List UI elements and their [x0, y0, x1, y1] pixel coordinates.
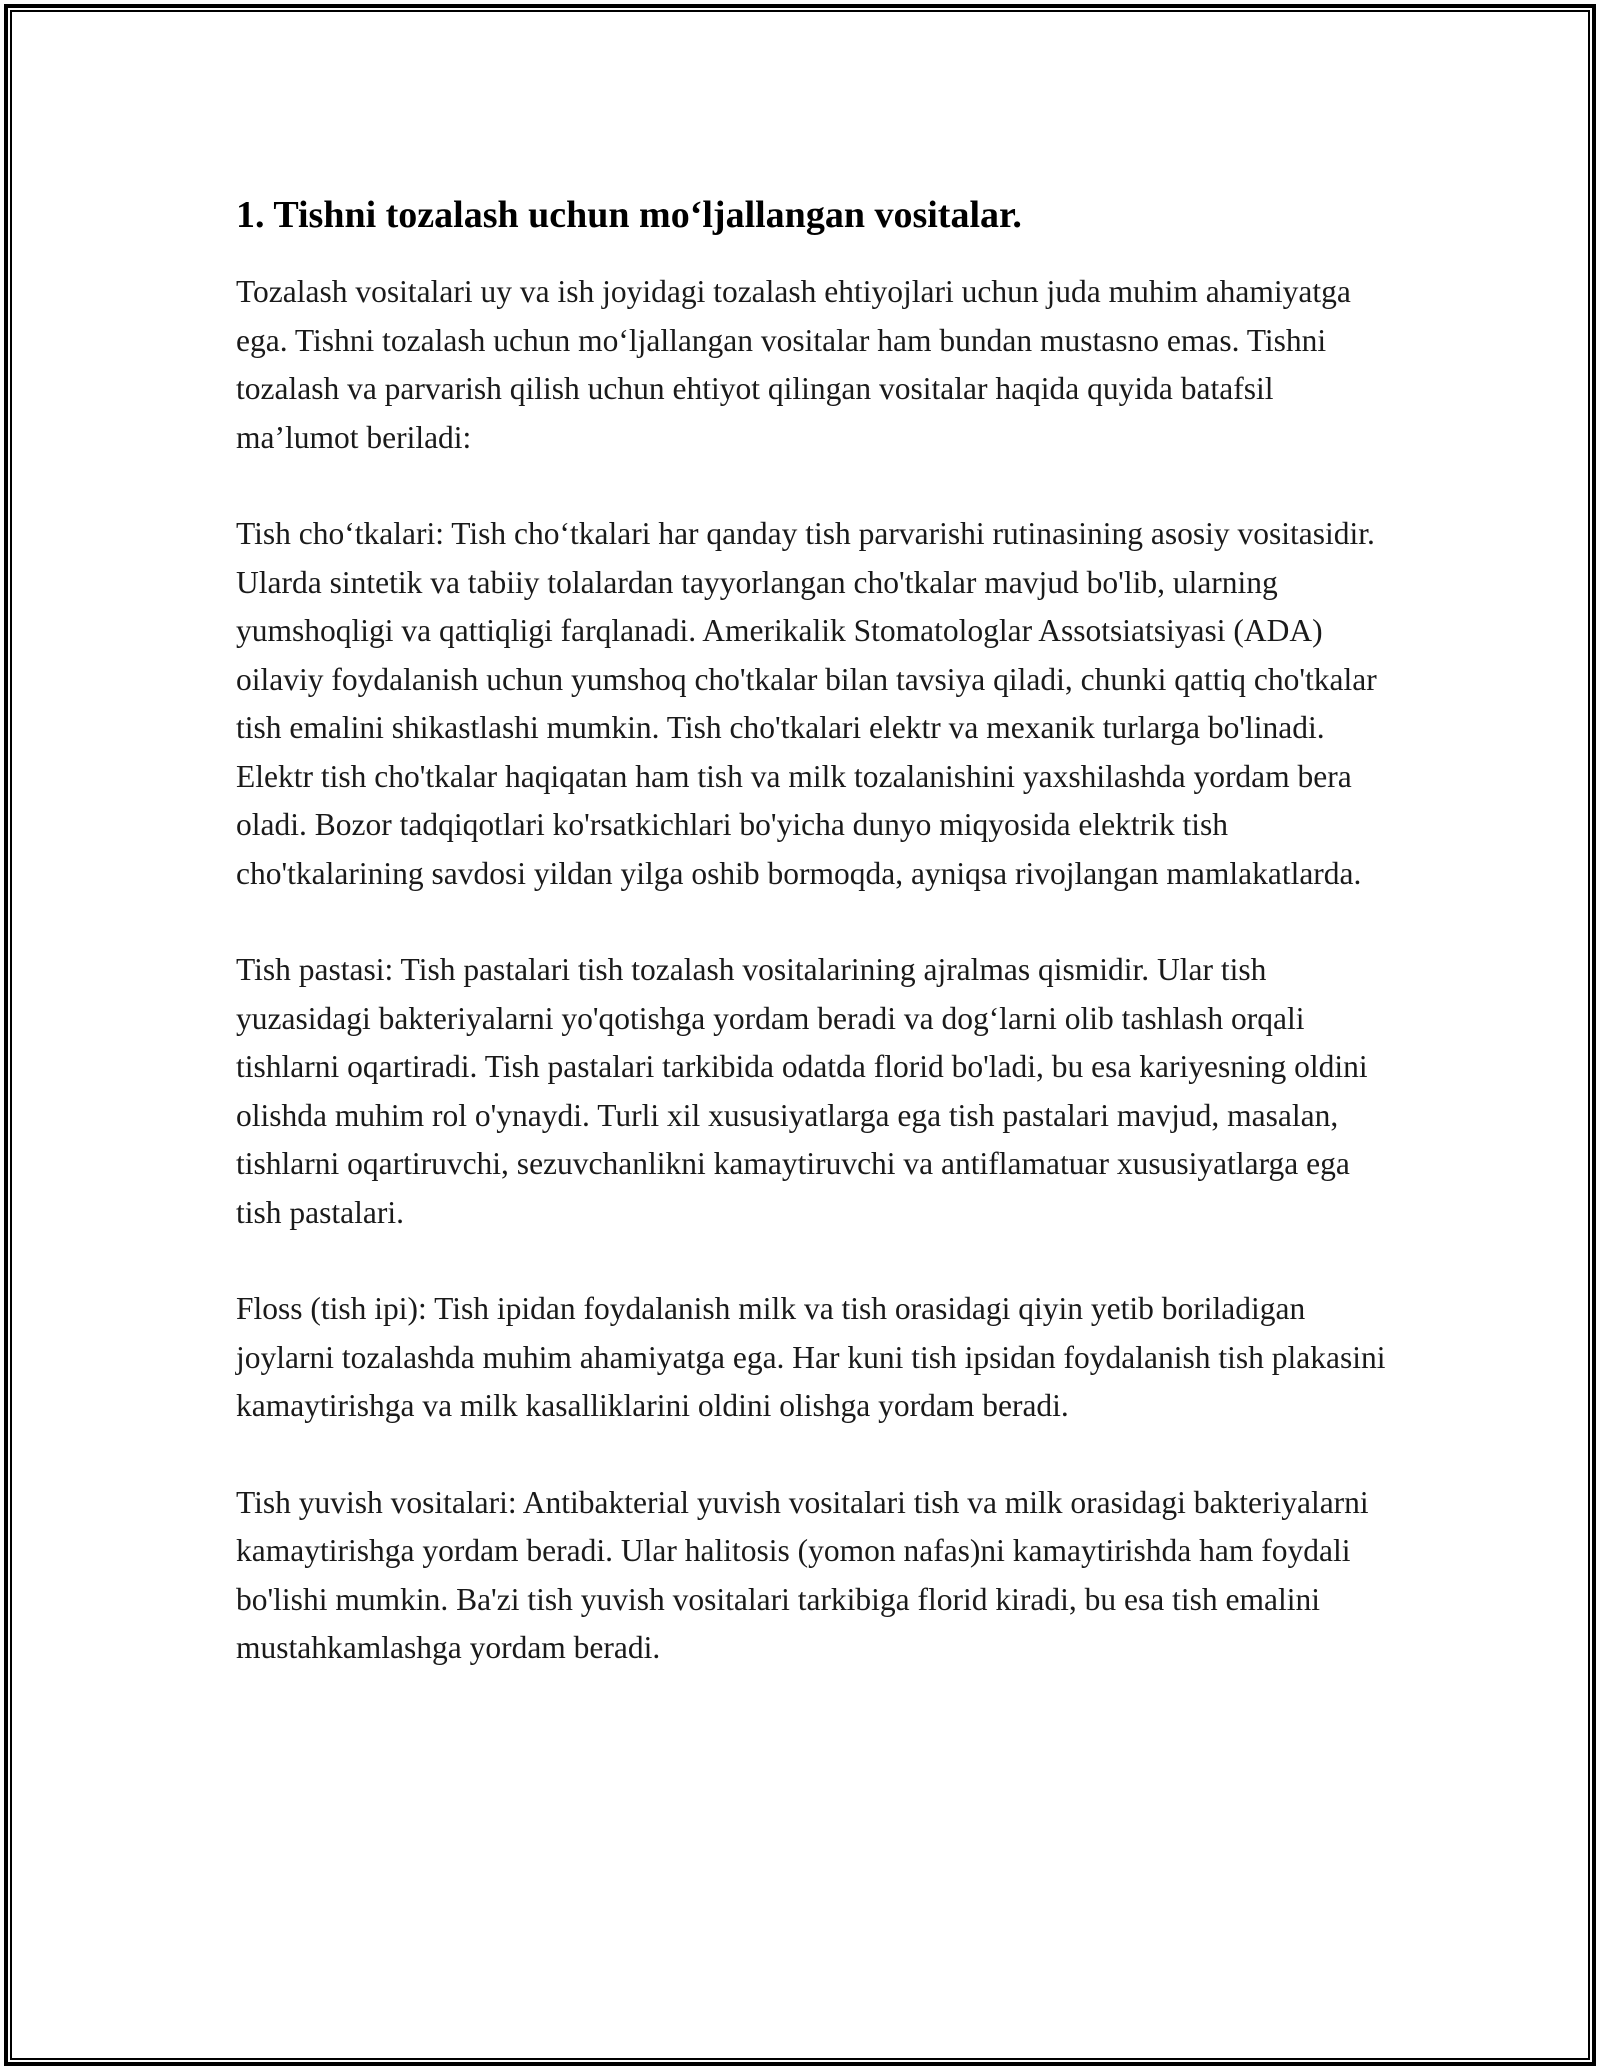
- document-body: [236, 192, 1386, 1721]
- paragraph-floss: Floss (tish ipi): Tish ipidan foydalanish milk va tish orasidagi qiyin yetib boriladigan joylarni tozalashda muhim ahamiyatga ega. Har kuni tish ipsidan foydalanish tish plakasini kamaytirishga va milk kasalliklarini oldini olishga yordam beradi.: [236, 1291, 1386, 1423]
- paragraph-toothbrushes: Tish cho‘tkalari: Tish cho‘tkalari har qanday tish parvarishi rutinasining asosiy vositasidir. Ularda sintetik va tabiiy tolalardan tayyorlangan cho'tkalar mavjud bo'lib, ularning yumshoqligi va qattiqligi farqlanadi. Amerikalik Stomatologlar Assotsiatsiyasi (ADA) oilaviy foydalanish uchun yumshoq cho'tkalar bilan tavsiya qiladi, chunki qattiq cho'tkalar tish emalini shikastlashi mumkin. Tish cho'tkalari elektr va mexanik turlarga bo'linadi. Elektr tish cho'tkalar haqiqatan ham tish va milk tozalanishini yaxshilashda yordam bera oladi. Bozor tadqiqotlari ko'rsatkichlari bo'yicha dunyo miqyosida elektrik tish cho'tkalarining savdosi yildan yilga oshib bormoqda, ayniqsa rivojlangan mamlakatlarda.: [236, 516, 1377, 891]
- paragraph-toothpaste: Tish pastasi: Tish pastalari tish tozalash vositalarining ajralmas qismidir. Ular tish yuzasidagi bakteriyalarni yo'qotishga yordam beradi va dog‘larni olib tashlash orqali tishlarni oqartiradi. Tish pastalari tarkibida odatda florid bo'ladi, bu esa kariyesning oldini olishda muhim rol o'ynaydi. Turli xil xususiyatlarga ega tish pastalari mavjud, masalan, tishlarni oqartiruvchi, sezuvchanlikni kamaytiruvchi va antiflamatuar xususiyatlarga ega tish pastalari.: [236, 952, 1368, 1230]
- paragraph-intro: Tozalash vositalari uy va ish joyidagi tozalash ehtiyojlari uchun juda muhim ahamiyatga ega. Tishni tozalash uchun mo‘ljallangan vositalar ham bundan mustasno emas. Tishni tozalash va parvarish qilish uchun ehtiyot qilingan vositalar haqida quyida batafsil ma’lumot beriladi:: [236, 274, 1351, 455]
- section-heading: 1. Tishni tozalash uchun mo‘ljallangan vositalar.: [236, 194, 1022, 236]
- paragraph-mouthwash: Tish yuvish vositalari: Antibakterial yuvish vositalari tish va milk orasidagi bakteriyalarni kamaytirishga yordam beradi. Ular halitosis (yomon nafas)ni kamaytirishda ham foydali bo'lishi mumkin. Ba'zi tish yuvish vositalari tarkibiga florid kiradi, bu esa tish emalini mustahkamlashga yordam beradi.: [236, 1484, 1369, 1665]
